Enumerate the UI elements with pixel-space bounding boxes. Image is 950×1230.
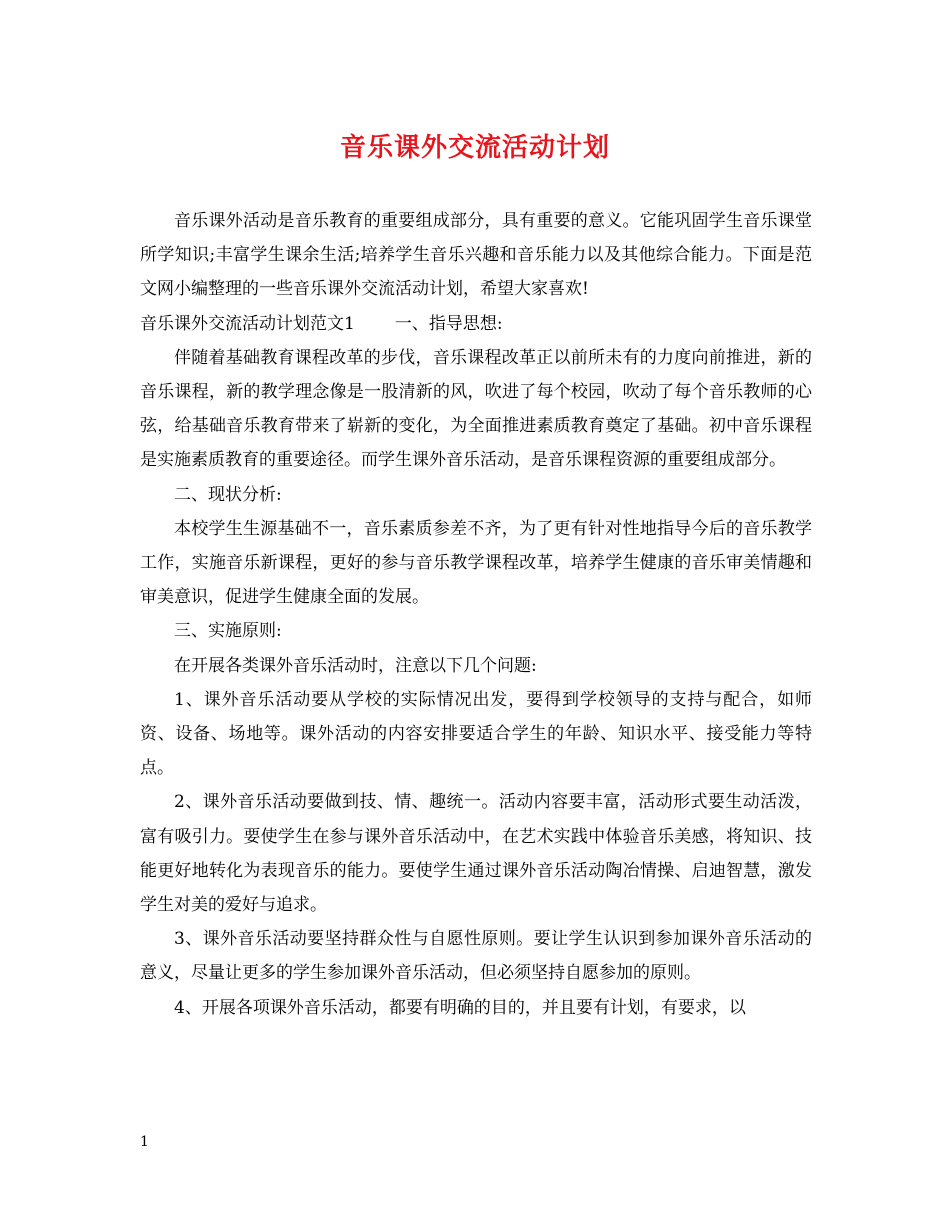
paragraph-guiding-ideology: 伴随着基础教育课程改革的步伐，音乐课程改革正以前所未有的力度向前推进，新的音乐课程，新的教学理念像是一股清新的风，吹进了每个校园，吹动了每个音乐教师的心弦，给基础音乐教育带来了崭新的变化，为全面推进素质教育奠定了基础。初中音乐课程是实施素质教育的重要途径。而学生课外音乐活动，是音乐课程资源的重要组成部分。: [140, 347, 812, 471]
heading-guiding-ideology: 一、指导思想:: [394, 313, 503, 334]
heading-implementation-principles: 三、实施原则:: [174, 621, 282, 642]
list-item-1: 1、课外音乐活动要从学校的实际情况出发，要得到学校领导的支持与配合，如师资、设备、场地等。课外活动的内容安排要适合学生的年龄、知识水平、接受能力等特点。: [140, 689, 812, 779]
document-body: [140, 204, 812, 1025]
list-item-2: 2、课外音乐活动要做到技、情、趣统一。活动内容要丰富，活动形式要生动活泼，富有吸引力。要使学生在参与课外音乐活动中，在艺术实践中体验音乐美感，将知识、技能更好地转化为表现音乐的能力。要使学生通过课外音乐活动陶冶情操、启迪智慧，激发学生对美的爱好与追求。: [140, 792, 812, 916]
section-line: [140, 307, 812, 341]
heading-status-analysis: 二、现状分析:: [174, 484, 282, 505]
list-item-4: 4、开展各项课外音乐活动，都要有明确的目的，并且要有计划，有要求，以: [174, 997, 746, 1018]
document-title: 音乐课外交流活动计划: [339, 133, 610, 163]
intro-paragraph: 音乐课外活动是音乐教育的重要组成部分，具有重要的意义。它能巩固学生音乐课堂所学知识;丰富学生课余生活;培养学生音乐兴趣和音乐能力以及其他综合能力。下面是范文网小编整理的一些音乐课外交流活动计划，希望大家喜欢!: [140, 211, 812, 300]
list-item-3: 3、课外音乐活动要坚持群众性与自愿性原则。要让学生认识到参加课外音乐活动的意义，尽量让更多的学生参加课外音乐活动，但必须坚持自愿参加的原则。: [140, 929, 812, 984]
section-label: 音乐课外交流活动计划范文1: [140, 313, 355, 334]
paragraph-status-analysis: 本校学生生源基础不一，音乐素质参差不齐，为了更有针对性地指导今后的音乐教学工作，实施音乐新课程，更好的参与音乐教学课程改革，培养学生健康的音乐审美情趣和审美意识，促进学生健康全面的发展。: [140, 518, 812, 608]
paragraph-implementation-principles: 在开展各类课外音乐活动时，注意以下几个问题:: [174, 655, 537, 676]
page-number: 1: [140, 1134, 149, 1150]
